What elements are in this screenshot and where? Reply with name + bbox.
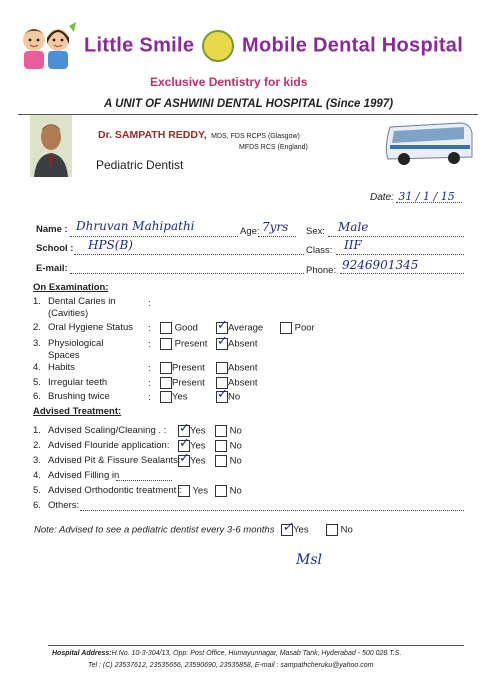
class-label: Class: [306,245,333,256]
phone-line [340,273,464,274]
spaces-absent-checkbox[interactable] [216,338,228,350]
sealants-yes-checkbox[interactable] [178,455,190,467]
good-checkbox[interactable] [160,322,172,334]
filling-line [116,480,172,481]
school-line [74,254,304,255]
clinic-title-part2: Mobile Dental Hospital [242,34,464,57]
school-value: HPS(B) [88,238,133,252]
email-label: E-mail: [36,263,68,274]
brushing-no-checkbox[interactable] [216,391,228,403]
sex-line [328,236,464,237]
sealants-no-checkbox[interactable] [215,455,227,467]
irregular-present-checkbox[interactable] [160,377,172,389]
sex-value: Male [338,220,369,234]
class-line [336,254,464,255]
doctor-photo [30,115,72,177]
clinic-title-part1: Little Smile [84,34,195,57]
date-value: 31 / 1 / 15 [398,190,455,203]
name-label: Name : [36,224,68,235]
signature: Msl [296,552,322,568]
unit-line: A UNIT OF ASHWINI DENTAL HOSPITAL (Since 1997) [104,98,394,110]
name-value: Dhruvan Mahipathi [76,219,195,233]
footer-tel: Tel : (C) 23537612, 23535656, 23590690, 23535858, E-mail : sampathcheruku@yahoo.com [88,662,374,669]
clinic-title [84,30,463,62]
age-line [258,236,296,237]
phone-value: 9246901345 [342,258,419,272]
kids-logo [14,22,80,72]
ortho-no-checkbox[interactable] [215,485,227,497]
date-field: Date: 31 / 1 / 15 [370,190,455,203]
spaces-present-checkbox[interactable] [160,338,172,350]
date-underline [396,202,462,203]
ortho-yes-checkbox[interactable] [178,485,190,497]
class-value: IIF [344,238,362,252]
treatment-heading: Advised Treatment: [33,406,122,417]
bus-icon [380,117,475,169]
sex-label: Sex: [306,226,326,237]
note-yes-checkbox[interactable] [281,524,293,536]
poor-checkbox[interactable] [280,322,292,334]
age-label: Age: [240,226,260,237]
tagline: Exclusive Dentistry for kids [150,75,308,89]
footer-address: Hospital Address:H.No. 10-3-304/13, Opp: Post Office, Humayunnagar, Masab Tank, Hyderabad - 500 028.T.S. [52,650,402,657]
school-label: School : [36,243,74,254]
flouride-no-checkbox[interactable] [215,440,227,452]
name-line [70,236,238,237]
scaling-no-checkbox[interactable] [215,425,227,437]
brushing-yes-checkbox[interactable] [160,391,172,403]
doctor-title: Pediatric Dentist [96,158,184,172]
header-rule [18,114,478,115]
note-no-checkbox[interactable] [326,524,338,536]
habits-absent-checkbox[interactable] [216,362,228,374]
doctor-quals: MFDS RCS (England) [239,144,308,151]
age-value: 7yrs [262,220,289,234]
others-line [80,510,464,511]
note: Note: Advised to see a pediatric dentist every 3-6 months ✓ Yes [34,524,309,536]
examination-heading: On Examination: [33,282,109,293]
email-line [70,273,304,274]
footer-rule [48,645,464,646]
phone-label: Phone: [306,265,337,276]
tooth-emblem-icon [202,30,234,62]
habits-present-checkbox[interactable] [160,362,172,374]
doctor-name: Dr. SAMPATH REDDY, MDS, FDS RCPS (Glasgow) [98,129,300,141]
